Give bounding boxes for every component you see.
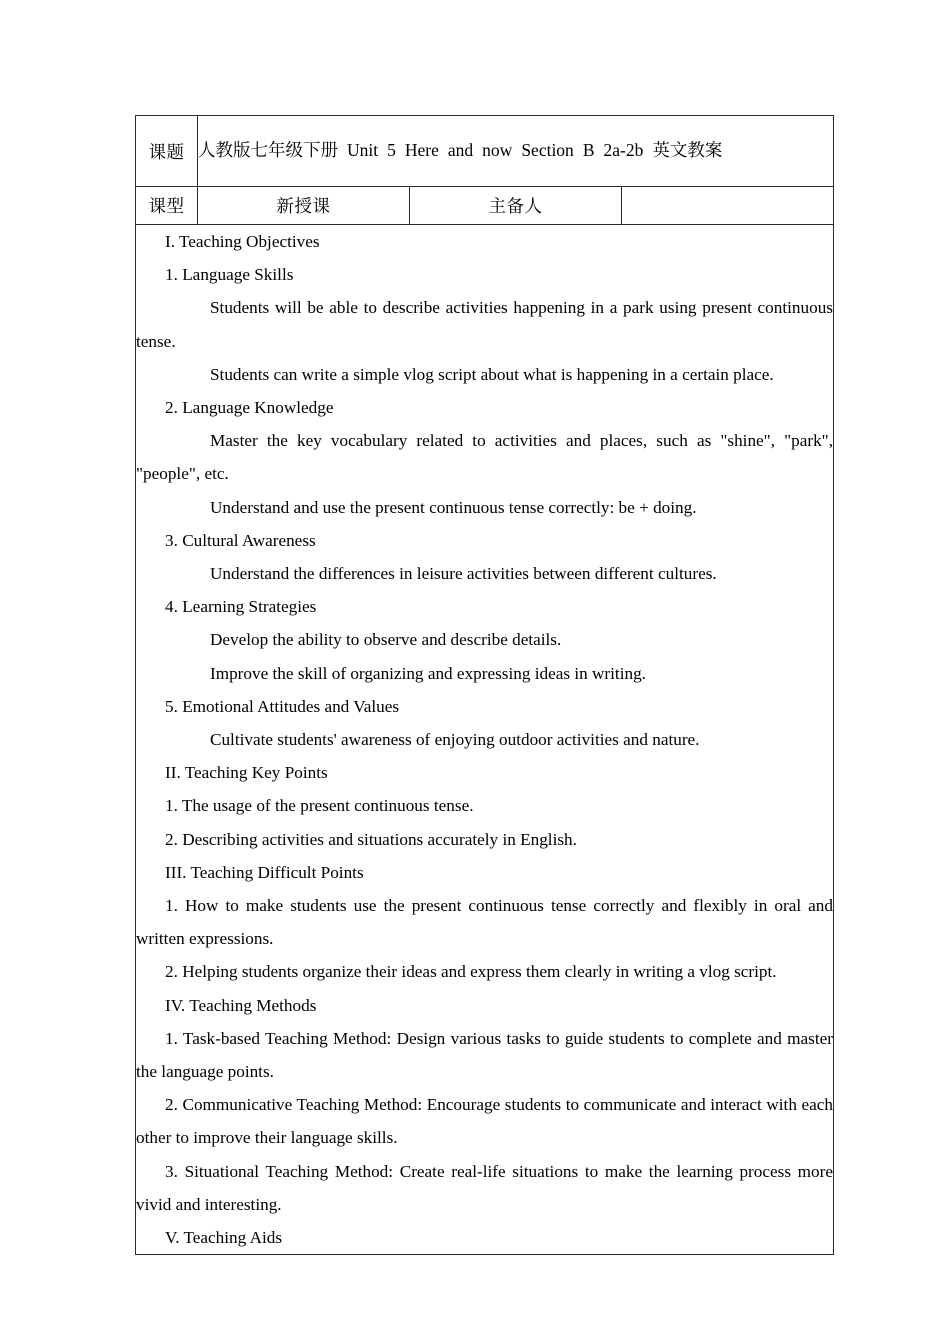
title-segment: Here	[404, 140, 439, 161]
body-paragraph: 4. Learning Strategies	[165, 597, 317, 617]
title-segment: Unit	[347, 140, 379, 161]
lesson-title-cell	[198, 116, 834, 187]
title-segment: and	[447, 140, 474, 161]
body-paragraph: II. Teaching Key Points	[165, 763, 328, 783]
body-paragraph: Students will be able to describe activities happening in a park using present continuous tense.	[136, 298, 833, 351]
body-paragraph: 1. Task-based Teaching Method: Design various tasks to guide students to complete and master the language points.	[136, 1028, 833, 1082]
title-segment: now	[482, 140, 513, 161]
row-label-subject: 课题	[136, 116, 198, 187]
row-label-lesson-type: 课型	[136, 187, 198, 225]
title-segment: 2a-2b	[603, 140, 644, 161]
body-paragraph: 3. Cultural Awareness	[165, 530, 316, 550]
body-paragraph: 2. Communicative Teaching Method: Encourage students to communicate and interact with each other to improve their language skills.	[136, 1095, 833, 1148]
lesson-plan-body	[136, 225, 834, 1255]
body-paragraph: 1. Language Skills	[165, 265, 294, 285]
body-paragraph: 5. Emotional Attitudes and Values	[165, 696, 400, 716]
body-paragraph: Develop the ability to observe and describe details.	[210, 630, 562, 650]
body-paragraph: 2. Describing activities and situations accurately in English.	[165, 829, 577, 849]
title-segment: 英文教案	[652, 140, 723, 161]
table-row-lesson-type	[136, 187, 834, 225]
body-paragraph: 1. The usage of the present continuous tense.	[165, 796, 474, 816]
main-preparer-value	[622, 187, 834, 225]
body-paragraph: Understand the differences in leisure activities between different cultures.	[210, 564, 717, 584]
body-paragraph: Improve the skill of organizing and expressing ideas in writing.	[210, 663, 646, 683]
body-paragraph: 1. How to make students use the present continuous tense correctly and flexibly in oral and written expressions.	[136, 896, 833, 949]
body-paragraph: 2. Helping students organize their ideas and express them clearly in writing a vlog script.	[165, 962, 777, 982]
table-row-title	[136, 116, 834, 187]
body-paragraph: III. Teaching Difficult Points	[165, 862, 364, 882]
row-label-main-preparer: 主备人	[410, 187, 622, 225]
body-paragraph: V. Teaching Aids	[165, 1228, 283, 1248]
title-segment: 5	[387, 140, 396, 161]
title-segment: Section	[521, 140, 574, 161]
body-paragraph: 3. Situational Teaching Method: Create real-life situations to make the learning process more vivid and interesting.	[136, 1161, 833, 1214]
body-paragraph: Understand and use the present continuous tense correctly: be + doing.	[210, 497, 697, 517]
body-paragraph: 2. Language Knowledge	[165, 398, 334, 418]
body-paragraph: Master the key vocabulary related to activities and places, such as "shine", "park", "people", etc.	[136, 431, 833, 484]
title-segment: 人教版七年级下册	[198, 140, 338, 161]
body-paragraph: Cultivate students' awareness of enjoying outdoor activities and nature.	[210, 730, 700, 750]
body-paragraph: I. Teaching Objectives	[165, 232, 320, 251]
lesson-plan-table	[135, 115, 834, 1255]
body-paragraph: Students can write a simple vlog script about what is happening in a certain place.	[210, 364, 774, 384]
title-segment: B	[582, 140, 595, 161]
body-paragraph: IV. Teaching Methods	[165, 995, 317, 1015]
table-row-body	[136, 225, 834, 1255]
lesson-type-value: 新授课	[198, 187, 410, 225]
